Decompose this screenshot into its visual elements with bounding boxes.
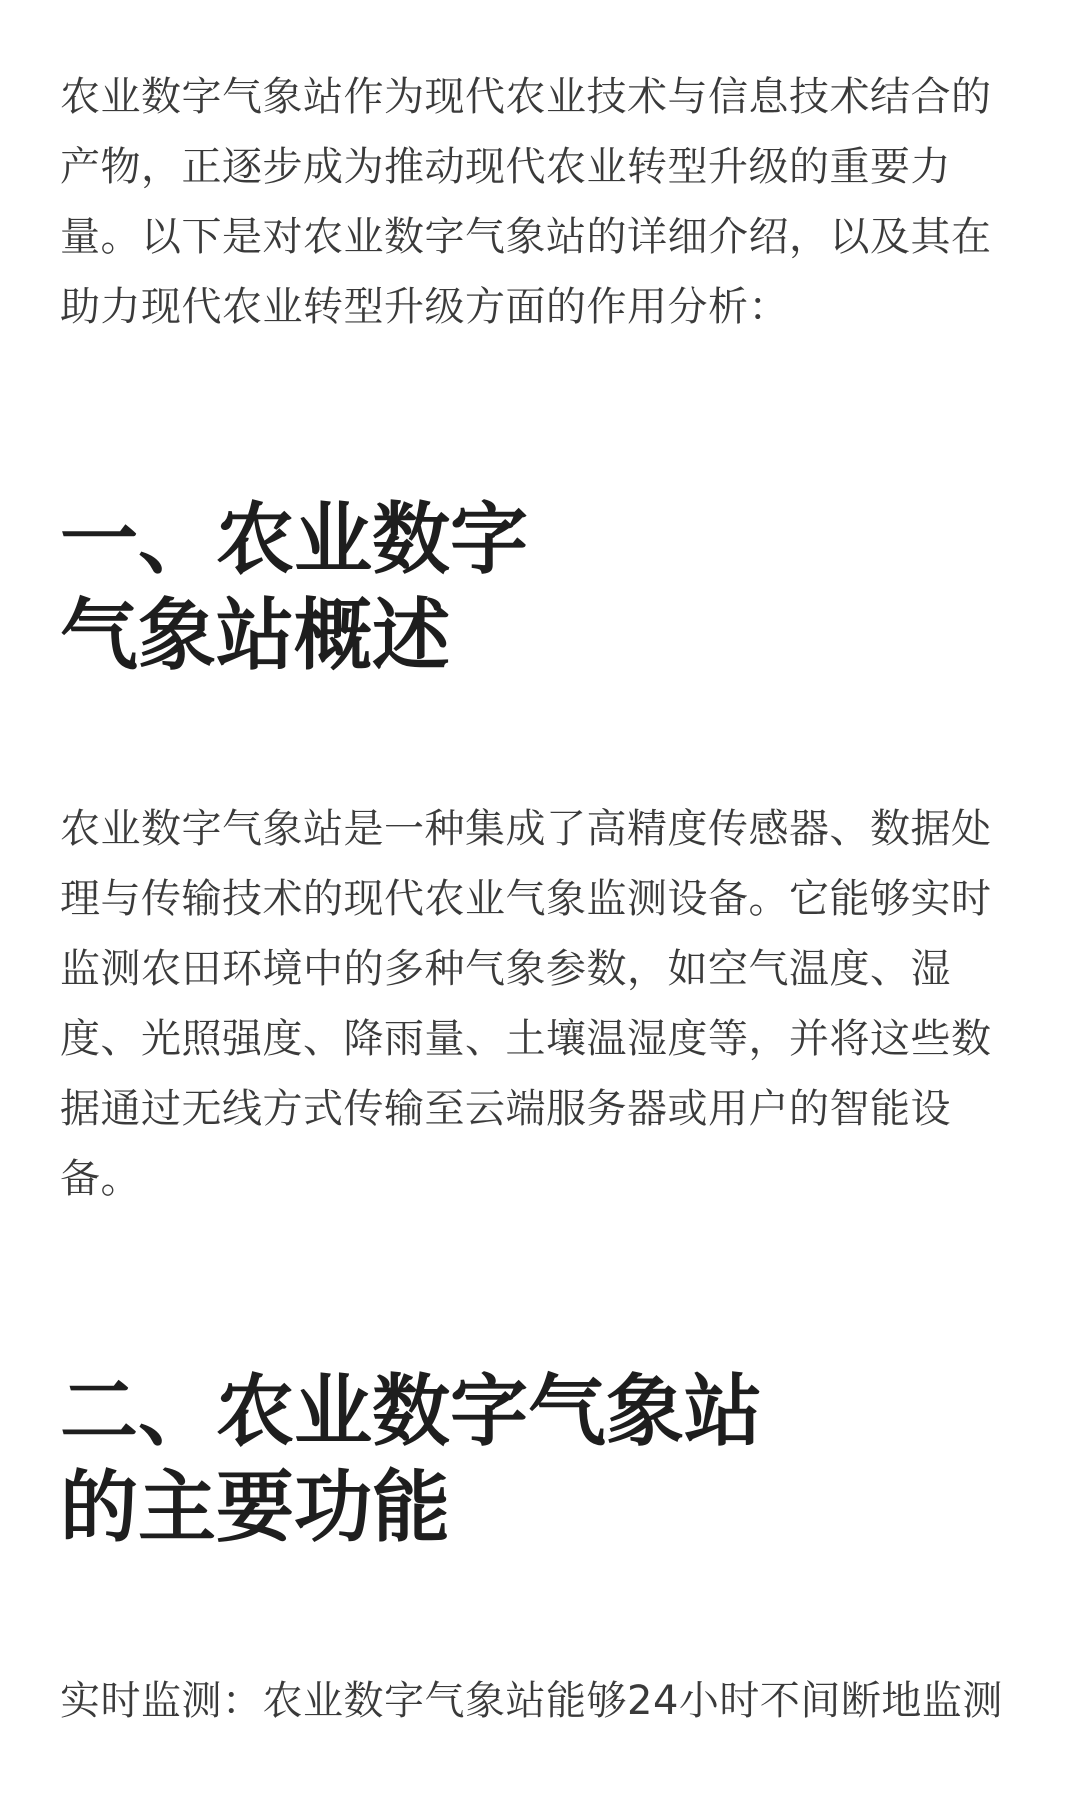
section-heading-overview-line1: 一、农业数字 <box>60 494 529 585</box>
overview-paragraph: 农业数字气象站是一种集成了高精度传感器、数据处理与传输技术的现代农业气象监测设备。它能够实时监测农田环境中的多种气象参数，如空气温度、湿度、光照强度、降雨量、土壤温湿度等，并将这些数据通过无线方式传输至云端服务器或用户的智能设备。 <box>60 806 992 1202</box>
article <box>60 62 1028 1736</box>
functions-paragraph: 实时监测：农业数字气象站能够24小时不间断地监测 <box>60 1678 1003 1724</box>
section-heading-functions <box>60 1364 1028 1556</box>
section-heading-functions-line1: 二、农业数字气象站 <box>60 1366 763 1457</box>
section-heading-overview-line2: 气象站概述 <box>60 590 451 681</box>
intro-paragraph: 农业数字气象站作为现代农业技术与信息技术结合的产物，正逐步成为推动现代农业转型升级的重要力量。以下是对农业数字气象站的详细介绍，以及其在助力现代农业转型升级方面的作用分析： <box>60 74 992 330</box>
section-heading-overview <box>60 492 1028 684</box>
section-heading-functions-line2: 的主要功能 <box>60 1462 451 1553</box>
